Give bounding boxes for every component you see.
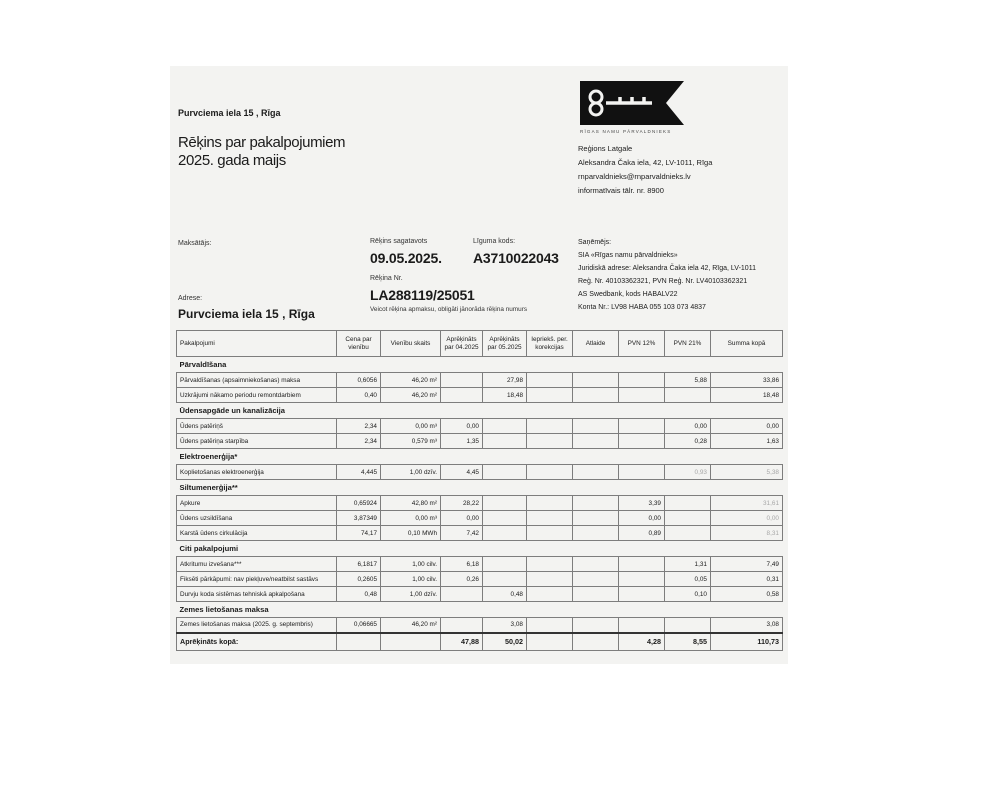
table-row [177,557,783,572]
service-name-cell: Ūdens patēriņš [177,419,337,434]
value-cell [619,388,665,403]
invoice-document [170,66,788,664]
value-cell [483,557,527,572]
value-cell: 3,08 [711,618,783,633]
value-cell: 28,22 [441,496,483,511]
value-cell [573,526,619,541]
value-cell [573,434,619,449]
value-cell [573,587,619,602]
value-cell [573,572,619,587]
service-name-cell: Durvju koda sistēmas tehniskā apkalpošana [177,587,337,602]
value-cell: 27,98 [483,373,527,388]
value-cell: 0,10 MWh [381,526,441,541]
value-cell [619,373,665,388]
value-cell: 0,6056 [337,373,381,388]
services-table [176,330,783,651]
service-name-cell: Atkritumu izvešana*** [177,557,337,572]
value-cell: 18,48 [483,388,527,403]
value-cell [619,587,665,602]
value-cell: 46,20 m² [381,618,441,633]
value-cell [527,419,573,434]
value-cell [573,511,619,526]
table-row [177,618,783,633]
company-region: Reģions Latgale [578,144,633,153]
value-cell [483,434,527,449]
section-header-row [177,480,783,496]
value-cell: 31,61 [711,496,783,511]
service-name-cell: Zemes lietošanas maksa (2025. g. septembris) [177,618,337,633]
value-cell: 4,445 [337,465,381,480]
value-cell: 0,00 [665,419,711,434]
value-cell [573,557,619,572]
recipient-legal-address: Juridiskā adrese: Aleksandra Čaka iela 42, Rīga, LV-1011 [578,265,756,272]
company-address: Aleksandra Čaka iela, 42, LV-1011, Rīga [578,158,713,167]
value-cell [483,526,527,541]
value-cell: 5,38 [711,465,783,480]
column-header: PVN 12% [619,331,665,357]
value-cell [527,511,573,526]
value-cell: 74,17 [337,526,381,541]
column-header: Summa kopā [711,331,783,357]
value-cell: 0,58 [711,587,783,602]
value-cell: 0,40 [337,388,381,403]
payment-note: Veicot rēķina apmaksu, obligāti jānorāda rēķina numurs [370,306,528,313]
value-cell [527,388,573,403]
logo-caption: RĪGAS NAMU PĀRVALDNIEKS [580,129,672,134]
invoice-date-label: Rēķins sagatavots [370,238,428,245]
value-cell: 0,31 [711,572,783,587]
value-cell: 1,00 dzīv. [381,465,441,480]
table-row [177,587,783,602]
service-name-cell: Fiksēti pārkāpumi: nav piekļuve/neatbilst sastāvs [177,572,337,587]
table-row [177,373,783,388]
value-cell: 0,65924 [337,496,381,511]
value-cell: 0,00 [711,511,783,526]
service-name-cell: Apkure [177,496,337,511]
value-cell [527,572,573,587]
table-row [177,465,783,480]
section-header-row [177,541,783,557]
value-cell: 0,10 [665,587,711,602]
contract-code: A3710022043 [473,250,559,266]
value-cell: 2,34 [337,434,381,449]
service-name-cell: Pārvaldīšanas (apsaimniekošanas) maksa [177,373,337,388]
section-header-row [177,602,783,618]
company-phone: informatīvais tālr. nr. 8900 [578,186,664,195]
table-row [177,388,783,403]
payer-label: Maksātājs: [178,240,212,247]
invoice-title-line1: Rēķins par pakalpojumiem [178,134,346,151]
table-row [177,496,783,511]
value-cell: 1,00 dzīv. [381,587,441,602]
value-cell: 7,49 [711,557,783,572]
service-name-cell: Uzkrājumi nākamo periodu remontdarbiem [177,388,337,403]
service-name-cell: Karstā ūdens cirkulācija [177,526,337,541]
section-title: Zemes lietošanas maksa [177,602,783,618]
value-cell: 1,35 [441,434,483,449]
value-cell [527,618,573,633]
value-cell [483,419,527,434]
value-cell: 0,00 m³ [381,511,441,526]
service-name-cell: Koplietošanas elektroenerģija [177,465,337,480]
value-cell [527,465,573,480]
value-cell: 1,00 cilv. [381,557,441,572]
value-cell: 2,34 [337,419,381,434]
recipient-bank: AS Swedbank, kods HABALV22 [578,291,678,298]
value-cell: 33,86 [711,373,783,388]
invoice-number-label: Rēķina Nr. [370,275,403,282]
total-value-cell: 50,02 [483,633,527,651]
value-cell: 0,28 [665,434,711,449]
value-cell: 0,93 [665,465,711,480]
recipient-reg-number: Reģ. Nr. 40103362321, PVN Reģ. Nr. LV40103362321 [578,278,748,285]
invoice-number: LA288119/25051 [370,287,475,303]
column-header: Vienību skaits [381,331,441,357]
invoice-title [178,134,345,170]
table-row [177,526,783,541]
value-cell [573,373,619,388]
section-title: Citi pakalpojumi [177,541,783,557]
column-header: Atlaide [573,331,619,357]
value-cell [527,526,573,541]
value-cell [573,419,619,434]
recipient-name: SIA «Rīgas namu pārvaldnieks» [578,252,678,259]
total-value-cell: 4,28 [619,633,665,651]
value-cell: 42,80 m² [381,496,441,511]
total-value-cell: 8,55 [665,633,711,651]
value-cell [665,511,711,526]
value-cell: 0,00 [619,511,665,526]
value-cell [619,465,665,480]
recipient-block [578,236,756,314]
column-header: Aprēķināts par 04.2025 [441,331,483,357]
value-cell [665,526,711,541]
section-header-row [177,449,783,465]
value-cell [441,587,483,602]
value-cell: 46,20 m² [381,388,441,403]
value-cell [483,465,527,480]
value-cell [619,618,665,633]
value-cell [619,419,665,434]
value-cell: 0,579 m³ [381,434,441,449]
key-logo-icon [580,81,684,125]
invoice-date: 09.05.2025. [370,250,442,266]
value-cell [483,572,527,587]
value-cell: 7,42 [441,526,483,541]
service-name-cell: Ūdens uzsildīšana [177,511,337,526]
value-cell [527,587,573,602]
value-cell: 0,05 [665,572,711,587]
value-cell: 0,06665 [337,618,381,633]
value-cell: 8,31 [711,526,783,541]
column-header: Cena par vienību [337,331,381,357]
value-cell [441,618,483,633]
table-header-row [177,331,783,357]
value-cell [665,496,711,511]
value-cell: 0,26 [441,572,483,587]
value-cell: 6,1817 [337,557,381,572]
column-header: Pakalpojumi [177,331,337,357]
company-email[interactable]: rnparvaldnieks@rnparvaldnieks.lv [578,172,691,181]
payer-address: Purvciema iela 15 , Rīga [178,307,315,321]
value-cell: 3,08 [483,618,527,633]
value-cell [573,496,619,511]
total-value-cell: 47,88 [441,633,483,651]
column-header: PVN 21% [665,331,711,357]
value-cell: 0,00 [441,419,483,434]
value-cell: 46,20 m² [381,373,441,388]
value-cell [573,618,619,633]
total-value-cell [527,633,573,651]
section-header-row [177,357,783,373]
value-cell: 5,88 [665,373,711,388]
value-cell [483,511,527,526]
table-body [177,357,783,651]
recipient-account: Konta Nr.: LV98 HABA 055 103 073 4837 [578,304,706,311]
value-cell [527,557,573,572]
value-cell: 0,89 [619,526,665,541]
value-cell: 1,63 [711,434,783,449]
total-row [177,633,783,651]
value-cell: 0,48 [337,587,381,602]
value-cell [441,373,483,388]
table-row [177,434,783,449]
company-contacts [578,142,712,198]
total-value-cell [573,633,619,651]
section-title: Pārvaldīšana [177,357,783,373]
value-cell [527,373,573,388]
section-header-row [177,403,783,419]
value-cell: 3,87349 [337,511,381,526]
table-row [177,419,783,434]
value-cell: 1,31 [665,557,711,572]
total-label: Aprēķināts kopā: [177,633,337,651]
value-cell: 0,00 [711,419,783,434]
value-cell: 3,39 [619,496,665,511]
value-cell: 1,00 cilv. [381,572,441,587]
value-cell: 0,00 m³ [381,419,441,434]
property-address: Purvciema iela 15 , Rīga [178,108,281,118]
value-cell [665,388,711,403]
table-row [177,572,783,587]
section-title: Ūdensapgāde un kanalizācija [177,403,783,419]
value-cell: 0,00 [441,511,483,526]
value-cell [619,572,665,587]
value-cell: 0,48 [483,587,527,602]
value-cell [527,434,573,449]
total-value-cell [337,633,381,651]
value-cell [573,388,619,403]
value-cell: 0,2605 [337,572,381,587]
value-cell [441,388,483,403]
total-value-cell [381,633,441,651]
total-value-cell: 110,73 [711,633,783,651]
contract-code-label: Līguma kods: [473,238,516,245]
section-title: Elektroenerģija* [177,449,783,465]
value-cell: 4,45 [441,465,483,480]
value-cell: 6,18 [441,557,483,572]
value-cell [665,618,711,633]
column-header: Aprēķināts par 05.2025 [483,331,527,357]
address-label: Adrese: [178,295,203,302]
value-cell [483,496,527,511]
invoice-period: 2025. gada maijs [178,152,286,169]
value-cell [527,496,573,511]
recipient-label: Saņēmējs: [578,239,612,246]
value-cell [619,434,665,449]
table-row [177,511,783,526]
service-name-cell: Ūdens patēriņa starpība [177,434,337,449]
value-cell: 18,48 [711,388,783,403]
column-header: Iepriekš. per. korekcijas [527,331,573,357]
value-cell [619,557,665,572]
value-cell [573,465,619,480]
section-title: Siltumenerģija** [177,480,783,496]
